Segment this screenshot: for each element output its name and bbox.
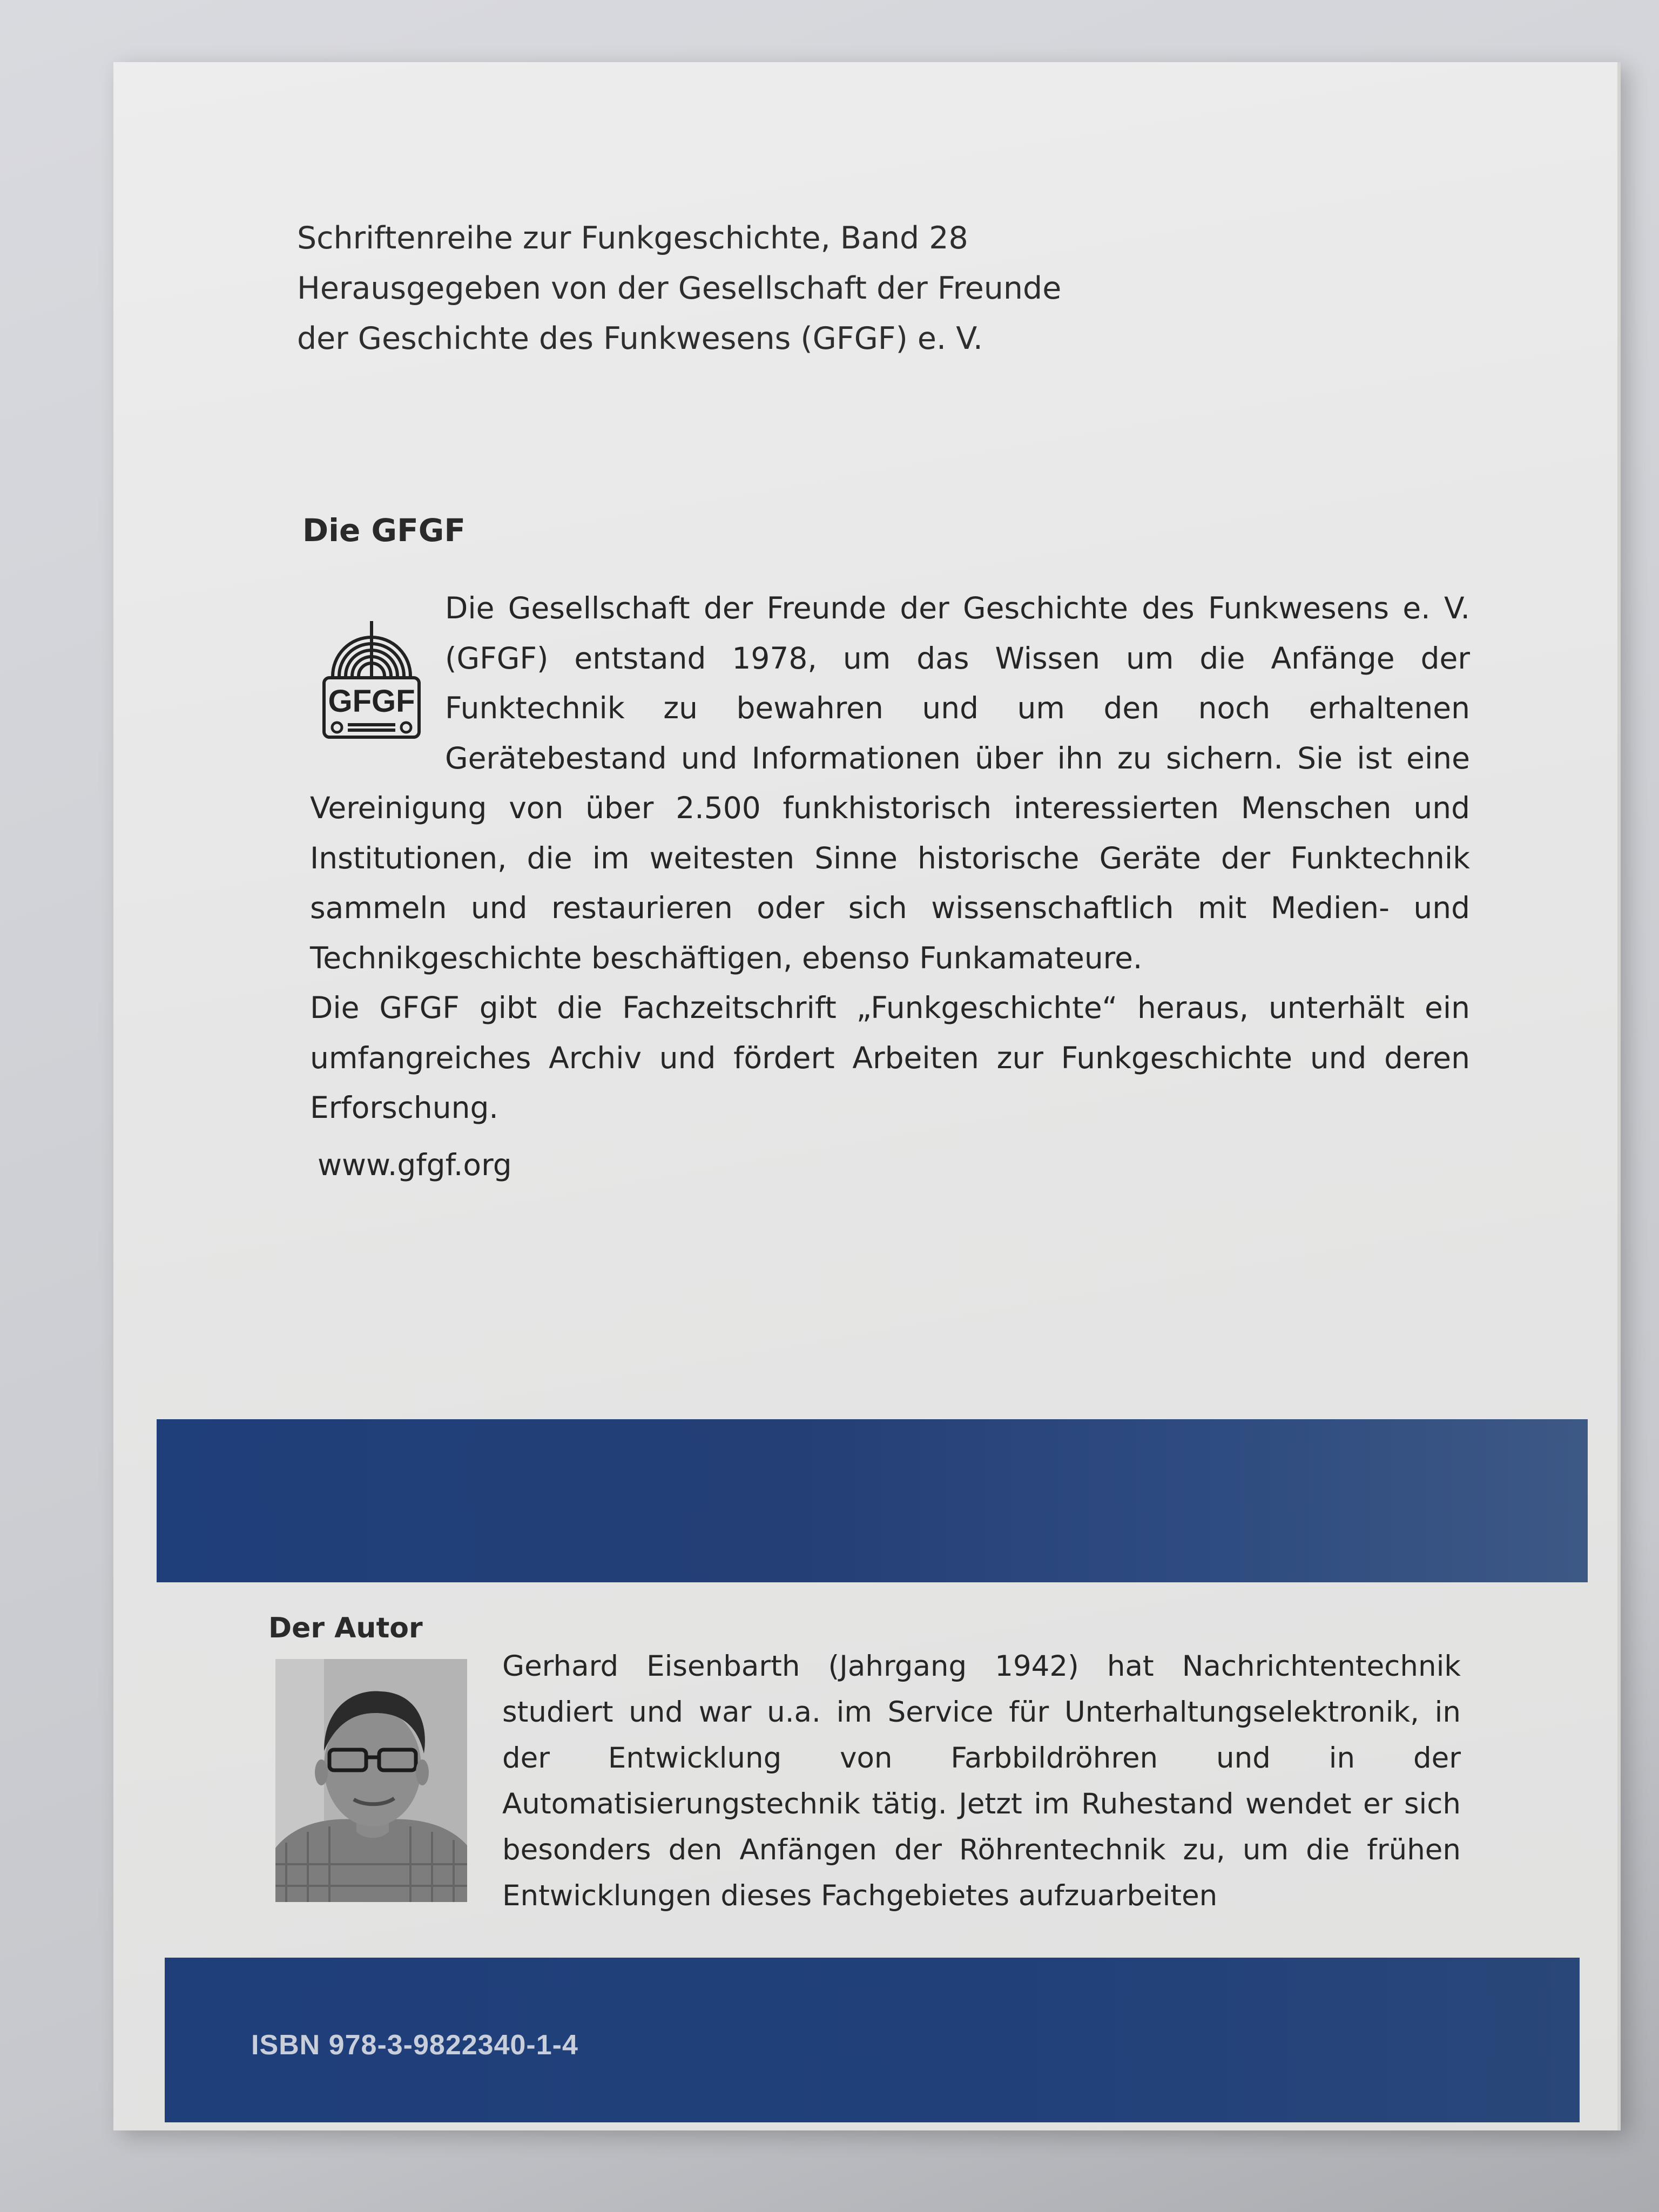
series-line-2: Herausgegeben von der Gesellschaft der Freunde [297,271,1062,306]
gfgf-heading: Die GFGF [302,512,466,549]
isbn-label: ISBN 978-3-9822340-1-4 [251,2029,578,2061]
logo-text: GFGF [328,684,415,719]
gfgf-paragraph-2: Die GFGF gibt die Fachzeitschrift „Funkgeschichte“ heraus, unterhält ein umfangreiches Archiv und fördert Arbeiten zur Funkgeschichte und deren Erforschung. [310,990,1470,1125]
author-heading: Der Autor [268,1612,423,1644]
gfgf-website: www.gfgf.org [318,1148,512,1182]
gfgf-paragraph-1: Die Gesellschaft der Freunde der Geschichte des Funkwesens e. V. (GFGF) entstand 1978, um das Wissen um die Anfänge der Funktechnik zu bewahren und um den noch erhaltenen Gerätebestand und Informationen über ihn zu sichern. Sie ist eine Vereinigung von über 2.500 funkhistorisch interessierten Menschen und Institutionen, die im weitesten Sinne historische Geräte der Funktechnik sammeln und restaurieren oder sich wissenschaftlich mit Medien- und Technikgeschichte beschäftigen, ebenso Funkamateure. [310,591,1470,975]
series-line-1: Schriftenreihe zur Funkgeschichte, Band 28 [297,220,968,256]
blue-band-top [157,1419,1588,1582]
author-portrait [275,1659,467,1902]
gfgf-logo-icon [318,616,426,745]
gfgf-description [310,583,1470,1133]
blue-band-bottom [165,1958,1580,2122]
series-line-3: der Geschichte des Funkwesens (GFGF) e. V. [297,321,983,356]
series-info [297,213,1061,364]
author-bio: Gerhard Eisenbarth (Jahrgang 1942) hat Nachrichtentechnik studiert und war u.a. im Service für Unterhaltungselektronik, in der Entwicklung von Farbbildröhren und in der Automatisierungstechnik tätig. Jetzt im Ruhestand wendet er sich besonders den Anfängen der Röhrentechnik zu, um die frühen Entwicklungen dieses Fachgebietes aufzuarbeiten [502,1650,1461,1912]
